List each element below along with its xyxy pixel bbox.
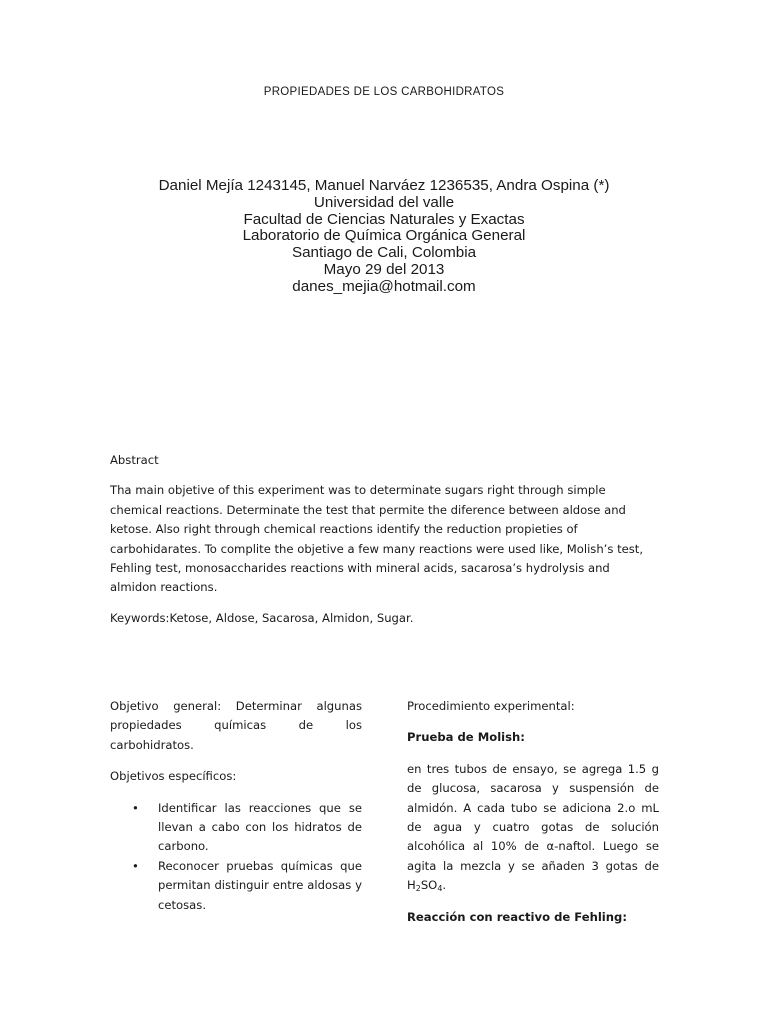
fehling-heading: Reacción con reactivo de Fehling: — [407, 909, 627, 924]
location-line: Santiago de Cali, Colombia — [291, 244, 477, 262]
list-item-text: Reconocer pruebas químicas que permitan distinguir entre aldosas y cetosas. — [158, 858, 362, 912]
authors-line: Daniel Mejía 1243145, Manuel Narváez 1236535, Andra Ospina (*) — [158, 177, 610, 194]
right-column — [407, 697, 659, 939]
objetivo-general: Objetivo general: Determinar algunas propiedades químicas de los carbohidratos. — [110, 699, 362, 752]
university-line: Universidad del valle — [313, 193, 455, 211]
procedimiento-heading: Procedimiento experimental: — [407, 699, 575, 713]
objetivos-list — [110, 799, 362, 915]
email-line: danes_mejia@hotmail.com — [292, 277, 476, 295]
faculty-line: Facultad de Ciencias Naturales y Exactas — [243, 210, 525, 228]
left-column — [110, 697, 362, 915]
subscript-2: 2 — [415, 884, 421, 894]
objetivos-especificos-heading: Objetivos específicos: — [110, 769, 237, 784]
molish-text-body: en tres tubos de ensayo, se agrega 1.5 g de glucosa, sacarosa y suspensión de almidón. A cada tubo se adiciona 2.o mL de agua y cuatro gotas de solución alcohólica al 10% de α-naftol. Luego se agita la mezcla y se añaden 3 gotas de H — [407, 761, 659, 893]
bullet-icon: • — [132, 858, 139, 873]
abstract-heading: Abstract — [110, 453, 159, 467]
keywords-line: Keywords:Ketose, Aldose, Sacarosa, Almidon, Sugar. — [110, 610, 414, 625]
list-item — [134, 857, 362, 915]
author-affiliation-block — [0, 178, 768, 296]
abstract-text: Tha main objetive of this experiment was to determinate sugars right through simple chemical reactions. Determinate the test that permite the diference between aldose and ketose. Also right through chemical reactions identify the reduction propieties of carbohidarates. To complite the objetive a few many reactions were used like, Molish’s test, Fehling test, monosaccharides reactions with mineral acids, sacarosa’s hydrolysis and almidon reactions. — [110, 483, 644, 595]
date-line: Mayo 29 del 2013 — [323, 260, 445, 278]
subscript-4: 4 — [437, 884, 443, 894]
paper-title: PROPIEDADES DE LOS CARBOHIDRATOS — [263, 86, 505, 98]
molish-text-end: . — [442, 878, 447, 893]
molish-text — [407, 760, 659, 896]
list-item-text: Identificar las reacciones que se llevan a cabo con los hidratos de carbono. — [158, 800, 362, 854]
molish-formula-mid: SO — [420, 878, 438, 893]
list-item — [134, 799, 362, 857]
bullet-icon: • — [132, 800, 139, 815]
laboratory-line: Laboratorio de Química Orgánica General — [242, 227, 526, 245]
abstract-section — [110, 451, 658, 628]
molish-heading: Prueba de Molish: — [407, 730, 525, 745]
